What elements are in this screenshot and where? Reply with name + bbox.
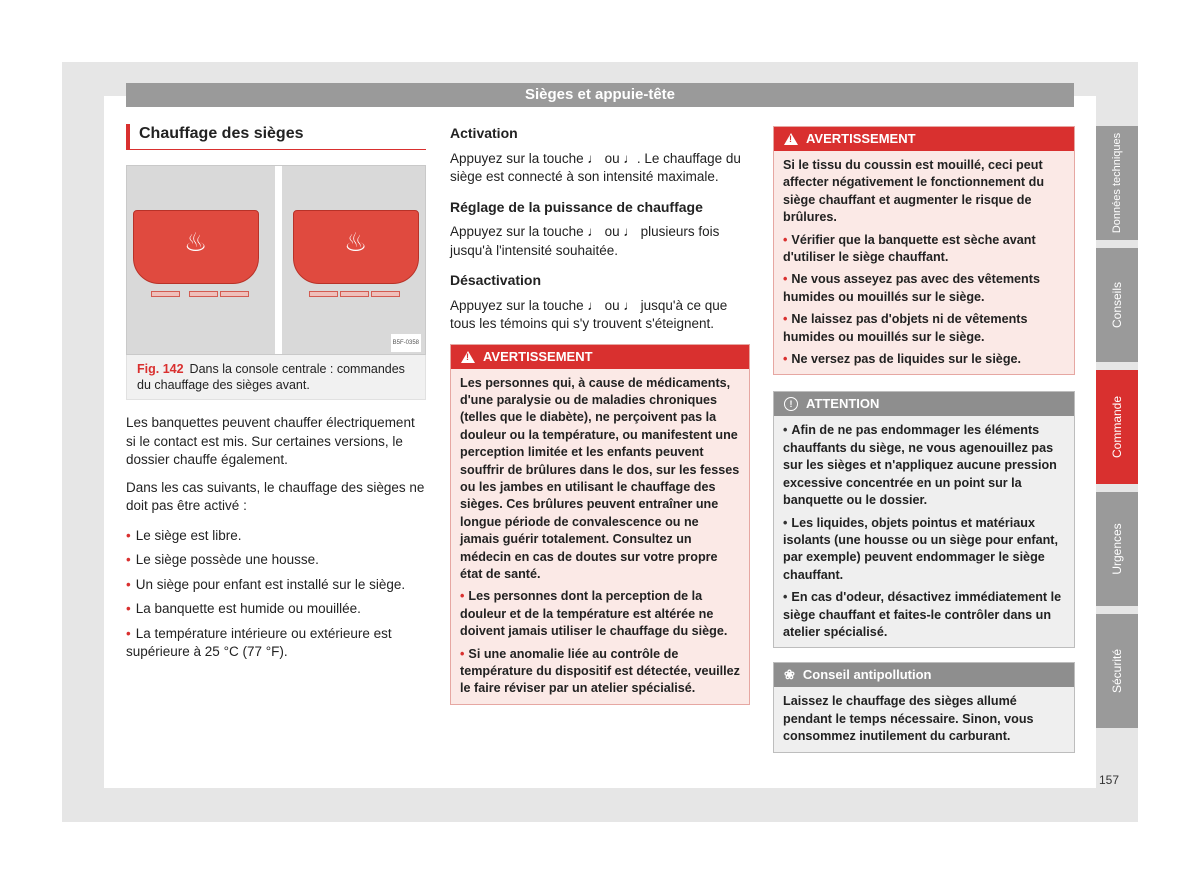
warning-triangle-icon: ! <box>784 133 798 145</box>
attention-bullet: • Afin de ne pas endommager les éléments chauffants du siège, ne vous agenouillez pas sur les sièges et n'appliquez aucune pression excessive concentrée en un point sur la banquette ou le dossier. <box>783 422 1065 509</box>
warning-text: Les personnes qui, à cause de médicaments, d'une paralysie ou de maladies chroniques (telles que le diabète), ne perçoivent pas la douleur ou la température, ou manifestent une perception limitée et les enfants peuvent souffrir de brûlures dans le dos, sur les fesses ou les jambes en utilisant le chauffage des sièges. Ces brûlures peuvent entraîner une longue période de convalescence ou ne jamais guérir totalement. Consultez un médecin en cas de doutes sur votre propre état de santé. <box>460 375 740 581</box>
paragraph: Les banquettes peuvent chauffer électriquement si le contact est mis. Sur certaines versions, le dossier chauffe également. <box>126 415 415 467</box>
subheading-activation: Activation <box>450 125 518 141</box>
attention-body <box>774 416 1074 647</box>
warning-title: AVERTISSEMENT <box>806 131 916 146</box>
warning-bullet: • Ne laissez pas d'objets ni de vêtements humides ou mouillés sur le siège. <box>783 311 1065 346</box>
list-item: • La banquette est humide ou mouillée. <box>126 600 426 619</box>
tab-label: Commande <box>1110 395 1124 459</box>
warning-title: AVERTISSEMENT <box>483 348 593 364</box>
tab-label: Urgences <box>1110 523 1124 575</box>
info-circle-icon: ! <box>784 397 798 411</box>
tab-commande[interactable] <box>1096 370 1138 484</box>
figure-label: Fig. 142 <box>137 362 184 376</box>
paragraph: Appuyez sur la touche ♩ ou ♩. Le chauffage du siège est connecté à son intensité maximale. <box>450 150 741 184</box>
flower-icon: ❀ <box>784 667 795 683</box>
eco-tip-header <box>774 663 1074 687</box>
column-left <box>126 124 426 668</box>
warning-bullet: • Ne vous asseyez pas avec des vêtements humides ou mouillés sur le siège. <box>783 271 1065 306</box>
list-item: • Un siège pour enfant est installé sur le siège. <box>126 576 426 595</box>
tab-securite[interactable] <box>1096 614 1138 728</box>
warning-bullet: • Vérifier que la banquette est sèche avant d'utiliser le siège chauffant. <box>783 232 1065 267</box>
tab-label: Sécurité <box>1110 648 1124 694</box>
eco-tip-box <box>773 662 1075 752</box>
figure-caption-text: Dans la console centrale : commandes du chauffage des sièges avant. <box>137 362 405 392</box>
indicator-led <box>309 291 338 297</box>
paragraph: Appuyez sur la touche ♩ ou ♩ jusqu'à ce que tous les témoins qui s'y trouvent s'éteignent. <box>450 297 728 331</box>
column-right <box>773 126 1075 753</box>
indicator-led <box>340 291 369 297</box>
list-item: • Le siège est libre. <box>126 527 426 546</box>
section-title: Chauffage des sièges <box>126 124 426 150</box>
tab-donnees-techniques[interactable] <box>1096 126 1138 240</box>
warning-box <box>773 126 1075 375</box>
warning-body <box>774 151 1074 374</box>
warning-bullet: • Si une anomalie liée au contrôle de température du dispositif est détectée, veuillez le faire réviser par un atelier spécialisé. <box>460 646 740 698</box>
right-seat-heating-button <box>293 210 419 284</box>
warning-body <box>451 369 749 704</box>
list-item: • Le siège possède une housse. <box>126 551 426 570</box>
seat-heating-icon: ♨ <box>184 227 208 257</box>
seat-heating-icon: ♨ <box>344 227 368 257</box>
tab-label: Conseils <box>1110 281 1124 329</box>
condition-list <box>126 527 426 662</box>
paragraph: Appuyez sur la touche ♩ ou ♩ plusieurs fois jusqu'à l'intensité souhaitée. <box>450 224 720 258</box>
warning-triangle-icon: ! <box>461 351 475 363</box>
figure-code: B5F-0358 <box>391 334 421 353</box>
indicator-led <box>151 291 180 297</box>
attention-bullet: • En cas d'odeur, désactivez immédiatement le siège chauffant et faites-le contrôler dans un atelier spécialisé. <box>783 589 1065 641</box>
attention-title: ATTENTION <box>806 396 880 412</box>
indicator-led <box>189 291 218 297</box>
warning-bullet: • Ne versez pas de liquides sur le siège. <box>783 351 1065 368</box>
figure-divider <box>275 166 282 354</box>
attention-header <box>774 392 1074 416</box>
warning-text: Si le tissu du coussin est mouillé, ceci peut affecter négativement le fonctionnement du siège chauffant et augmenter le risque de brûlures. <box>783 158 1045 225</box>
paragraph: Dans les cas suivants, le chauffage des sièges ne doit pas être activé : <box>126 479 425 513</box>
attention-box <box>773 391 1075 648</box>
page-number: 157 <box>1099 773 1120 787</box>
list-item: • La température intérieure ou extérieure est supérieure à 25 °C (77 °F). <box>126 625 426 662</box>
tab-conseils[interactable] <box>1096 248 1138 362</box>
column-middle <box>450 124 750 705</box>
warning-header <box>774 127 1074 151</box>
figure-caption <box>126 355 426 400</box>
eco-tip-title: Conseil antipollution <box>802 667 932 683</box>
warning-header <box>451 345 749 369</box>
figure-seat-heating-controls <box>126 165 426 355</box>
tab-urgences[interactable] <box>1096 492 1138 606</box>
warning-box <box>450 344 750 705</box>
indicator-led <box>371 291 400 297</box>
indicator-led <box>220 291 249 297</box>
subheading-power: Réglage de la puissance de chauffage <box>450 198 703 215</box>
chapter-header: Sièges et appuie-tête <box>126 83 1074 107</box>
tab-label: Données techniques <box>1111 132 1123 234</box>
eco-tip-body: Laissez le chauffage des sièges allumé pendant le temps nécessaire. Sinon, vous consommez inutilement du carburant. <box>783 694 1034 744</box>
subheading-deactivation: Désactivation <box>450 272 542 288</box>
warning-bullet: • Les personnes dont la perception de la douleur et de la température est altérée ne doivent jamais utiliser le chauffage du siège. <box>460 588 740 640</box>
attention-bullet: • Les liquides, objets pointus et matériaux isolants (une housse ou un siège pour enfant, par exemple) peuvent endommager le siège chauffant. <box>783 515 1065 585</box>
left-seat-heating-button <box>133 210 259 284</box>
